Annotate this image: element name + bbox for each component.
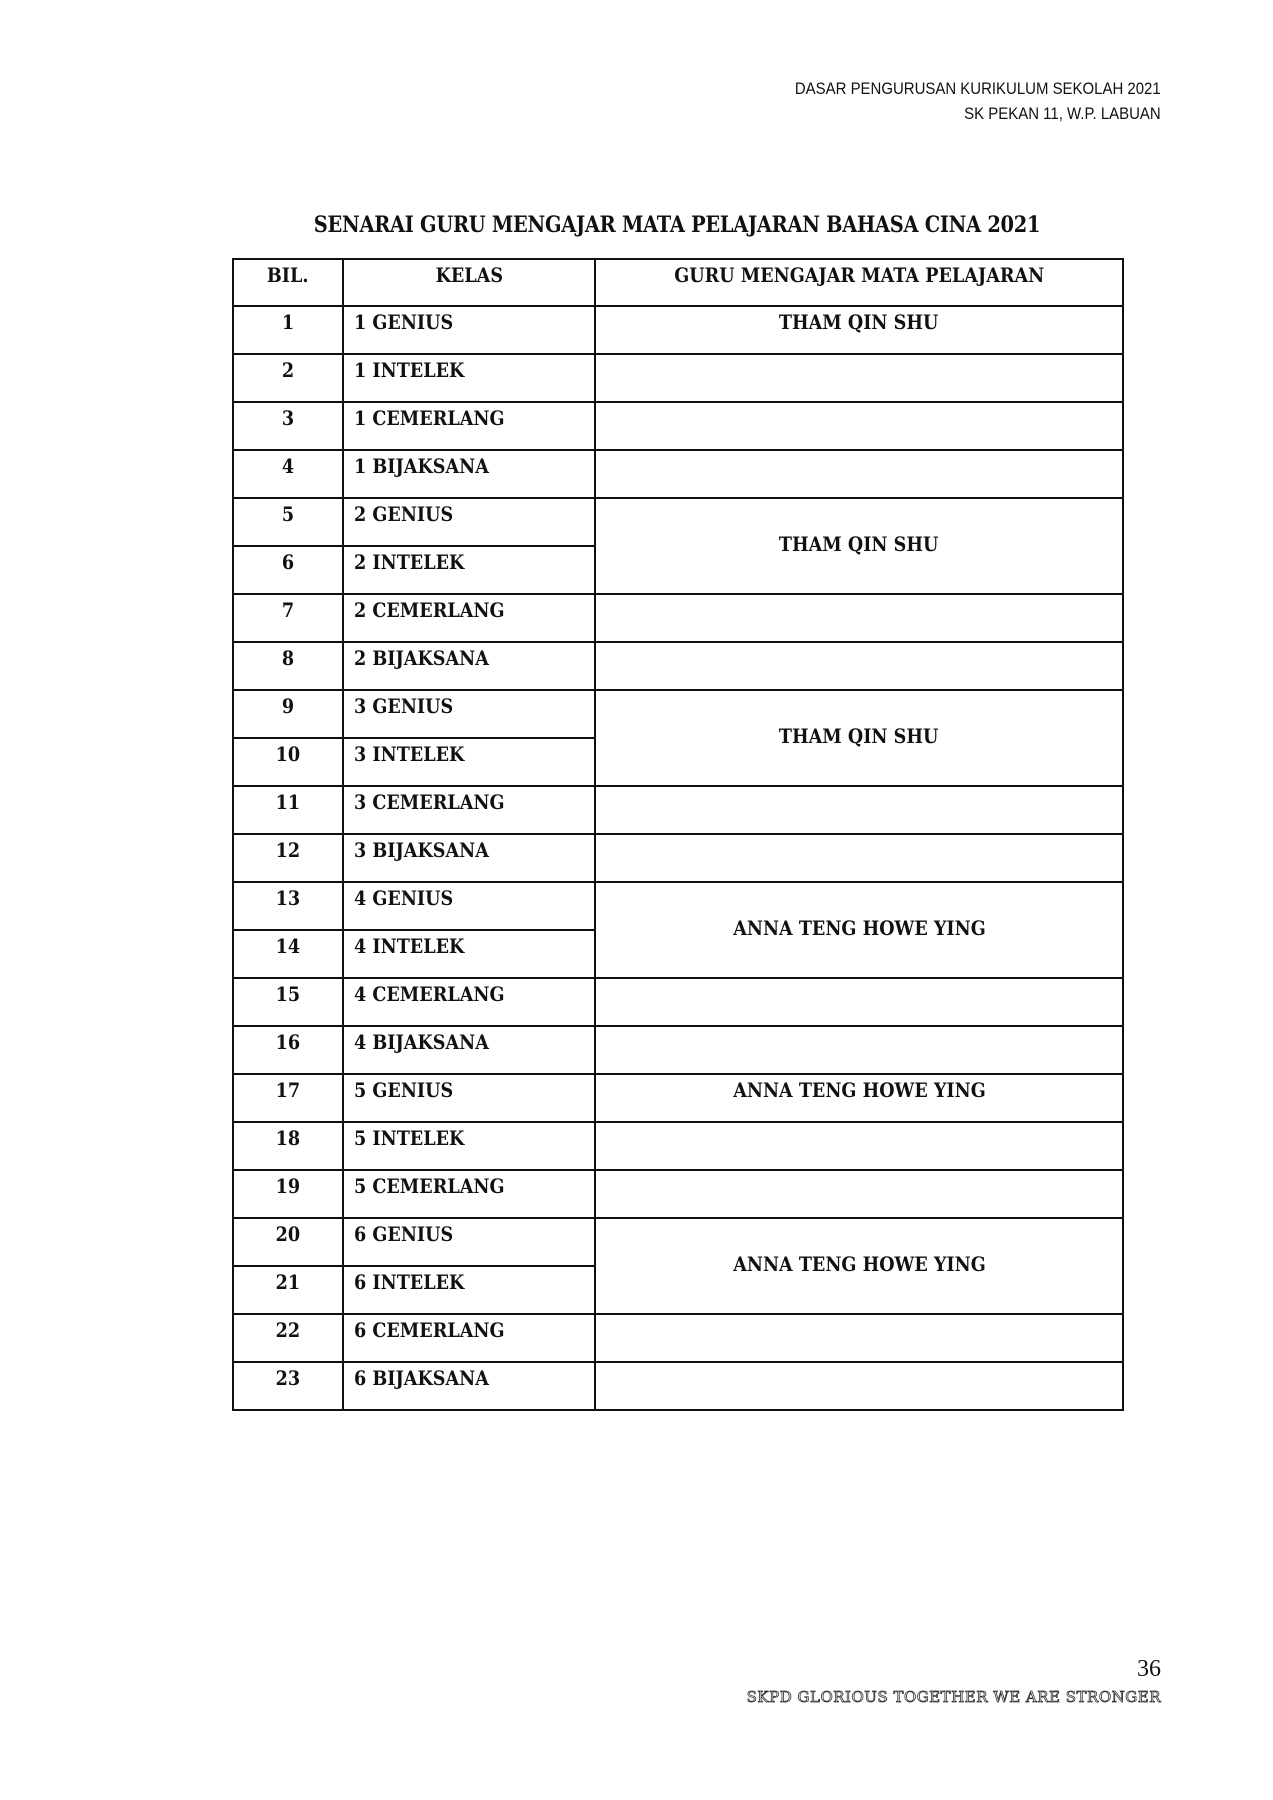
cell-kelas: 6 CEMERLANG [343,1314,595,1362]
cell-bil: 12 [233,834,343,882]
cell-kelas: 5 GENIUS [343,1074,595,1122]
table-row [233,834,1123,882]
header-line-2: SK PEKAN 11, W.P. LABUAN [964,104,1161,123]
cell-kelas: 4 INTELEK [343,930,595,978]
cell-guru [595,1122,1123,1170]
cell-guru-merged: ANNA TENG HOWE YING [595,1218,1123,1314]
cell-bil: 1 [233,306,343,354]
cell-bil: 9 [233,690,343,738]
table-row [233,1122,1123,1170]
cell-guru [595,642,1123,690]
table-header-row [233,259,1123,306]
cell-bil: 22 [233,1314,343,1362]
cell-kelas: 2 INTELEK [343,546,595,594]
cell-guru [595,786,1123,834]
cell-guru [595,594,1123,642]
cell-kelas: 2 GENIUS [343,498,595,546]
table-row [233,498,1123,546]
table-row [233,354,1123,402]
cell-kelas: 1 CEMERLANG [343,402,595,450]
teacher-assignment-table [232,258,1124,1411]
cell-kelas: 2 BIJAKSANA [343,642,595,690]
cell-bil: 14 [233,930,343,978]
cell-guru [595,978,1123,1026]
cell-kelas: 3 GENIUS [343,690,595,738]
cell-guru [595,1026,1123,1074]
cell-guru [595,1362,1123,1410]
cell-bil: 19 [233,1170,343,1218]
cell-guru-merged: THAM QIN SHU [595,690,1123,786]
table-row [233,1362,1123,1410]
cell-kelas: 6 INTELEK [343,1266,595,1314]
footer-motto: SKPD GLORIOUS TOGETHER WE ARE STRONGER [746,1688,1161,1706]
cell-kelas: 1 BIJAKSANA [343,450,595,498]
cell-bil: 13 [233,882,343,930]
cell-kelas: 5 CEMERLANG [343,1170,595,1218]
table-row [233,594,1123,642]
cell-bil: 18 [233,1122,343,1170]
cell-kelas: 5 INTELEK [343,1122,595,1170]
cell-bil: 4 [233,450,343,498]
cell-kelas: 6 GENIUS [343,1218,595,1266]
cell-bil: 8 [233,642,343,690]
cell-kelas: 3 INTELEK [343,738,595,786]
running-header [795,76,1161,126]
cell-bil: 10 [233,738,343,786]
cell-kelas: 3 BIJAKSANA [343,834,595,882]
cell-bil: 3 [233,402,343,450]
cell-bil: 5 [233,498,343,546]
column-header-kelas: KELAS [343,259,595,306]
cell-guru [595,354,1123,402]
cell-guru-merged: THAM QIN SHU [595,498,1123,594]
table-row [233,306,1123,354]
cell-guru-merged: ANNA TENG HOWE YING [595,882,1123,978]
cell-kelas: 3 CEMERLANG [343,786,595,834]
cell-bil: 20 [233,1218,343,1266]
cell-kelas: 4 BIJAKSANA [343,1026,595,1074]
cell-kelas: 6 BIJAKSANA [343,1362,595,1410]
table-row [233,1218,1123,1266]
table-row [233,786,1123,834]
column-header-bil: BIL. [233,259,343,306]
cell-guru [595,450,1123,498]
cell-guru [595,1314,1123,1362]
cell-bil: 2 [233,354,343,402]
cell-guru: ANNA TENG HOWE YING [595,1074,1123,1122]
cell-bil: 7 [233,594,343,642]
cell-kelas: 4 CEMERLANG [343,978,595,1026]
cell-bil: 23 [233,1362,343,1410]
cell-kelas: 2 CEMERLANG [343,594,595,642]
table-row [233,1314,1123,1362]
cell-kelas: 1 INTELEK [343,354,595,402]
table-row [233,402,1123,450]
cell-guru [595,402,1123,450]
table-row [233,1074,1123,1122]
cell-bil: 11 [233,786,343,834]
cell-kelas: 4 GENIUS [343,882,595,930]
document-title: SENARAI GURU MENGAJAR MATA PELAJARAN BAHASA CINA 2021 [313,212,1041,238]
cell-guru [595,1170,1123,1218]
cell-kelas: 1 GENIUS [343,306,595,354]
table-row [233,978,1123,1026]
cell-bil: 17 [233,1074,343,1122]
table-row [233,1170,1123,1218]
table-row [233,450,1123,498]
cell-guru: THAM QIN SHU [595,306,1123,354]
cell-bil: 15 [233,978,343,1026]
header-line-1: DASAR PENGURUSAN KURIKULUM SEKOLAH 2021 [795,79,1161,98]
cell-guru [595,834,1123,882]
page-number: 36 [1137,1656,1161,1682]
cell-bil: 16 [233,1026,343,1074]
table-row [233,882,1123,930]
cell-bil: 21 [233,1266,343,1314]
column-header-guru: GURU MENGAJAR MATA PELAJARAN [595,259,1123,306]
cell-bil: 6 [233,546,343,594]
table-row [233,642,1123,690]
table-row [233,1026,1123,1074]
table-row [233,690,1123,738]
